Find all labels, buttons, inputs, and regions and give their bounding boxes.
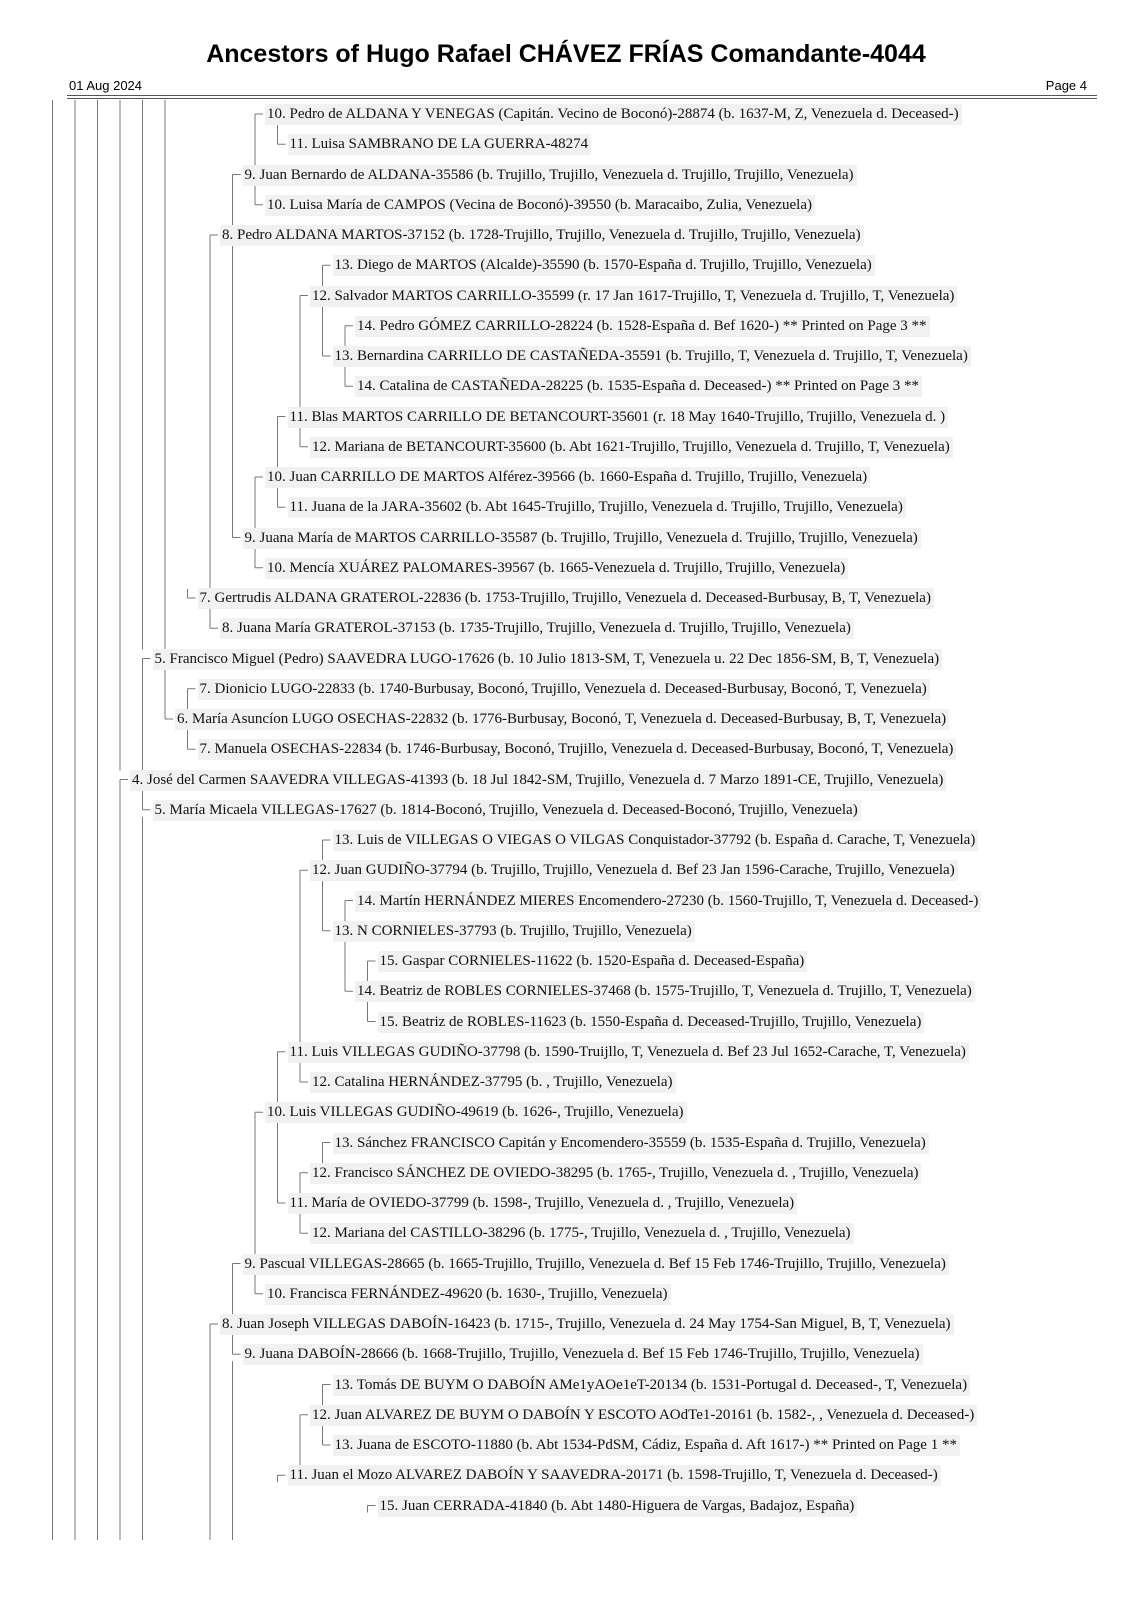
ancestor-entry: 15. Gaspar CORNIELES-11622 (b. 1520-España d. Deceased-España) — [378, 951, 808, 972]
ancestor-entry: 12. Catalina HERNÁNDEZ-37795 (b. , Trujillo, Venezuela) — [310, 1072, 676, 1093]
ancestor-entry: 4. José del Carmen SAAVEDRA VILLEGAS-41393 (b. 18 Jul 1842-SM, Trujillo, Venezuela d. 7 Marzo 1891-CE, Trujillo, Venezuela) — [130, 770, 946, 791]
ancestor-entry: 5. Francisco Miguel (Pedro) SAAVEDRA LUGO-17626 (b. 10 Julio 1813-SM, T, Venezuela u. 22 Dec 1856-SM, B, T, Venezuela) — [153, 649, 943, 670]
ancestor-entry: 13. Sánchez FRANCISCO Capitán y Encomendero-35559 (b. 1535-España d. Trujillo, Venezuela) — [333, 1133, 929, 1154]
ancestor-entry: 8. Pedro ALDANA MARTOS-37152 (b. 1728-Trujillo, Trujillo, Venezuela d. Trujillo, Trujillo, Venezuela) — [220, 225, 864, 246]
ancestor-entry: 13. Tomás DE BUYM O DABOÍN AMe1yAOe1eT-20134 (b. 1531-Portugal d. Deceased-, T, Venezuela) — [333, 1375, 971, 1396]
ancestor-entry: 11. Luisa SAMBRANO DE LA GUERRA-48274 — [288, 134, 592, 155]
ancestor-entry: 12. Mariana de BETANCOURT-35600 (b. Abt 1621-Trujillo, Trujillo, Venezuela d. Trujillo, T, Venezuela) — [310, 437, 953, 458]
ancestor-entry: 13. Bernardina CARRILLO DE CASTAÑEDA-35591 (b. Trujillo, T, Venezuela d. Trujillo, T, Venezuela) — [333, 346, 971, 367]
ancestor-entry: 11. Juan el Mozo ALVAREZ DABOÍN Y SAAVEDRA-20171 (b. 1598-Trujillo, T, Venezuela d. Deceased-) — [288, 1465, 941, 1486]
ancestor-entry: 14. Beatriz de ROBLES CORNIELES-37468 (b. 1575-Trujillo, T, Venezuela d. Trujillo, T, Venezuela) — [355, 981, 975, 1002]
ancestor-entry: 9. Juana DABOÍN-28666 (b. 1668-Trujillo, Trujillo, Venezuela d. Bef 15 Feb 1746-Trujillo, Trujillo, Venezuela) — [243, 1344, 923, 1365]
ancestor-entry: 7. Dionicio LUGO-22833 (b. 1740-Burbusay, Boconó, Trujillo, Venezuela d. Deceased-Burbusay, Boconó, T, Venezuela) — [198, 679, 930, 700]
ancestor-entry: 10. Luis VILLEGAS GUDIÑO-49619 (b. 1626-, Trujillo, Venezuela) — [265, 1102, 687, 1123]
ancestor-entry: 10. Mencía XUÁREZ PALOMARES-39567 (b. 1665-Venezuela d. Trujillo, Trujillo, Venezuela) — [265, 558, 848, 579]
report-title: Ancestors of Hugo Rafael CHÁVEZ FRÍAS Comandante-4044 — [206, 40, 926, 68]
ancestor-entry: 10. Juan CARRILLO DE MARTOS Alférez-39566 (b. 1660-España d. Trujillo, Trujillo, Venezuela) — [265, 467, 870, 488]
ancestor-entry: 11. María de OVIEDO-37799 (b. 1598-, Trujillo, Venezuela d. , Trujillo, Venezuela) — [288, 1193, 798, 1214]
ancestor-entry: 6. María Asuncíon LUGO OSECHAS-22832 (b. 1776-Burbusay, Boconó, T, Venezuela d. Deceased-Burbusay, B, T, Venezuela) — [175, 709, 949, 730]
ancestor-entry: 15. Juan CERRADA-41840 (b. Abt 1480-Higuera de Vargas, Badajoz, España) — [378, 1496, 858, 1517]
ancestor-entry: 12. Juan ALVAREZ DE BUYM O DABOÍN Y ESCOTO AOdTe1-20161 (b. 1582-, , Venezuela d. Deceased-) — [310, 1405, 977, 1426]
ancestor-entry: 14. Catalina de CASTAÑEDA-28225 (b. 1535-España d. Deceased-) ** Printed on Page 3 ** — [355, 376, 922, 397]
ancestor-entry: 13. Diego de MARTOS (Alcalde)-35590 (b. 1570-España d. Trujillo, Trujillo, Venezuela) — [333, 255, 875, 276]
ancestor-entry: 7. Gertrudis ALDANA GRATEROL-22836 (b. 1753-Trujillo, Trujillo, Venezuela d. Deceased-Burbusay, B, T, Venezuela) — [198, 588, 934, 609]
ancestor-entry: 13. N CORNIELES-37793 (b. Trujillo, Trujillo, Venezuela) — [333, 921, 695, 942]
ancestor-entry: 11. Juana de la JARA-35602 (b. Abt 1645-Trujillo, Trujillo, Venezuela d. Trujillo, Trujillo, Venezuela) — [288, 497, 906, 518]
ancestor-entry: 15. Beatriz de ROBLES-11623 (b. 1550-España d. Deceased-Trujillo, Trujillo, Venezuela) — [378, 1012, 925, 1033]
page-number: Page 4 — [1045, 78, 1087, 93]
ancestor-entry: 13. Luis de VILLEGAS O VIEGAS O VILGAS Conquistador-37792 (b. España d. Carache, T, Venezuela) — [333, 830, 979, 851]
ancestor-entry: 7. Manuela OSECHAS-22834 (b. 1746-Burbusay, Boconó, Trujillo, Venezuela d. Deceased-Burbusay, Boconó, T, Venezuela) — [198, 739, 957, 760]
ancestor-entry: 12. Mariana del CASTILLO-38296 (b. 1775-, Trujillo, Venezuela d. , Trujillo, Venezuela) — [310, 1223, 854, 1244]
ancestor-entry: 10. Luisa María de CAMPOS (Vecina de Boconó)-39550 (b. Maracaibo, Zulia, Venezuela) — [265, 195, 815, 216]
ancestor-entry: 9. Pascual VILLEGAS-28665 (b. 1665-Trujillo, Trujillo, Venezuela d. Bef 15 Feb 1746-Trujillo, Trujillo, Venezuela) — [243, 1254, 949, 1275]
ancestor-entry: 8. Juana María GRATEROL-37153 (b. 1735-Trujillo, Trujillo, Venezuela d. Trujillo, Trujillo, Venezuela) — [220, 618, 854, 639]
ancestor-entry: 14. Martín HERNÁNDEZ MIERES Encomendero-27230 (b. 1560-Trujillo, T, Venezuela d. Deceased-) — [355, 891, 981, 912]
ancestor-entry: 8. Juan Joseph VILLEGAS DABOÍN-16423 (b. 1715-, Trujillo, Venezuela d. 24 May 1754-San Miguel, B, T, Venezuela) — [220, 1314, 954, 1335]
ancestor-entry: 13. Juana de ESCOTO-11880 (b. Abt 1534-PdSM, Cádiz, España d. Aft 1617-) ** Printed on Page 1 ** — [333, 1435, 960, 1456]
ancestor-entry: 11. Luis VILLEGAS GUDIÑO-37798 (b. 1590-Truijllo, T, Venezuela d. Bef 23 Jul 1652-Carache, T, Venezuela) — [288, 1042, 969, 1063]
ancestor-entry: 14. Pedro GÓMEZ CARRILLO-28224 (b. 1528-España d. Bef 1620-) ** Printed on Page 3 ** — [355, 316, 930, 337]
ancestor-entry: 10. Pedro de ALDANA Y VENEGAS (Capitán. Vecino de Boconó)-28874 (b. 1637-M, Z, Venezuela d. Deceased-) — [265, 104, 962, 125]
ancestor-entry: 5. María Micaela VILLEGAS-17627 (b. 1814-Boconó, Trujillo, Venezuela d. Deceased-Boconó, Trujillo, Venezuela) — [153, 800, 861, 821]
ancestor-entry: 12. Salvador MARTOS CARRILLO-35599 (r. 17 Jan 1617-Trujillo, T, Venezuela d. Trujillo, T, Venezuela) — [310, 286, 957, 307]
ancestor-entry: 9. Juan Bernardo de ALDANA-35586 (b. Trujillo, Trujillo, Venezuela d. Trujillo, Trujillo, Venezuela) — [243, 165, 857, 186]
ancestor-entry: 12. Francisco SÁNCHEZ DE OVIEDO-38295 (b. 1765-, Trujillo, Venezuela d. , Trujillo, Venezuela) — [310, 1163, 921, 1184]
ancestor-entry: 11. Blas MARTOS CARRILLO DE BETANCOURT-35601 (r. 18 May 1640-Trujillo, Trujillo, Venezuela d. ) — [288, 407, 949, 428]
ancestor-entry: 12. Juan GUDIÑO-37794 (b. Trujillo, Trujillo, Venezuela d. Bef 23 Jan 1596-Carache, Trujillo, Venezuela) — [310, 860, 958, 881]
report-date: 01 Aug 2024 — [69, 78, 143, 93]
ancestor-entry: 10. Francisca FERNÁNDEZ-49620 (b. 1630-, Trujillo, Venezuela) — [265, 1284, 671, 1305]
ancestor-entry: 9. Juana María de MARTOS CARRILLO-35587 (b. Trujillo, Trujillo, Venezuela d. Trujillo, Trujillo, Venezuela) — [243, 528, 921, 549]
